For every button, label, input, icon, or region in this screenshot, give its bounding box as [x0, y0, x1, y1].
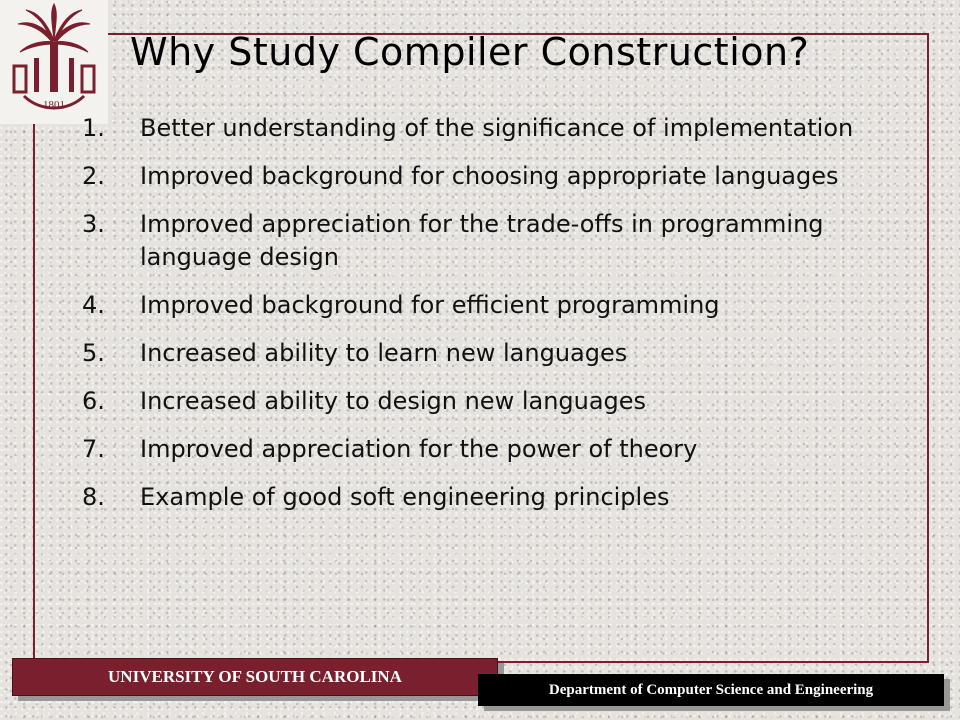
item-number: 7.: [82, 435, 105, 463]
item-number: 5.: [82, 339, 105, 367]
list-item: [82, 337, 882, 370]
item-number: 6.: [82, 387, 105, 415]
item-text: Increased ability to design new languages: [140, 387, 647, 415]
list-item: [82, 208, 882, 274]
university-banner: [12, 658, 498, 696]
list-item: [82, 433, 882, 466]
list-item: [82, 160, 882, 193]
list-item: [82, 289, 882, 322]
department-name: Department of Computer Science and Engineering: [548, 682, 874, 698]
item-number: 3.: [82, 210, 105, 238]
item-number: 4.: [82, 291, 105, 319]
item-number: 1.: [82, 114, 105, 142]
palmetto-tree-icon: [0, 0, 108, 124]
item-text: Increased ability to learn new languages: [140, 339, 628, 367]
item-text: Improved appreciation for the power of theory: [140, 435, 698, 463]
item-number: 2.: [82, 162, 105, 190]
university-name: UNIVERSITY OF SOUTH CAROLINA: [108, 667, 402, 686]
slide-title: Why Study Compiler Construction?: [130, 30, 810, 74]
item-text: Example of good soft engineering principles: [140, 483, 670, 511]
department-banner: [478, 674, 944, 706]
item-text: Improved appreciation for the trade-offs in programming language design: [140, 210, 824, 271]
reasons-list: [82, 112, 882, 529]
logo-year-text: 1801: [43, 99, 65, 111]
item-text: Improved background for efficient programming: [140, 291, 720, 319]
university-logo: [0, 0, 108, 124]
item-text: Better understanding of the significance of implementation: [140, 114, 854, 142]
item-text: Improved background for choosing appropriate languages: [140, 162, 839, 190]
list-item: [82, 112, 882, 145]
item-number: 8.: [82, 483, 105, 511]
list-item: [82, 385, 882, 418]
list-item: [82, 481, 882, 514]
